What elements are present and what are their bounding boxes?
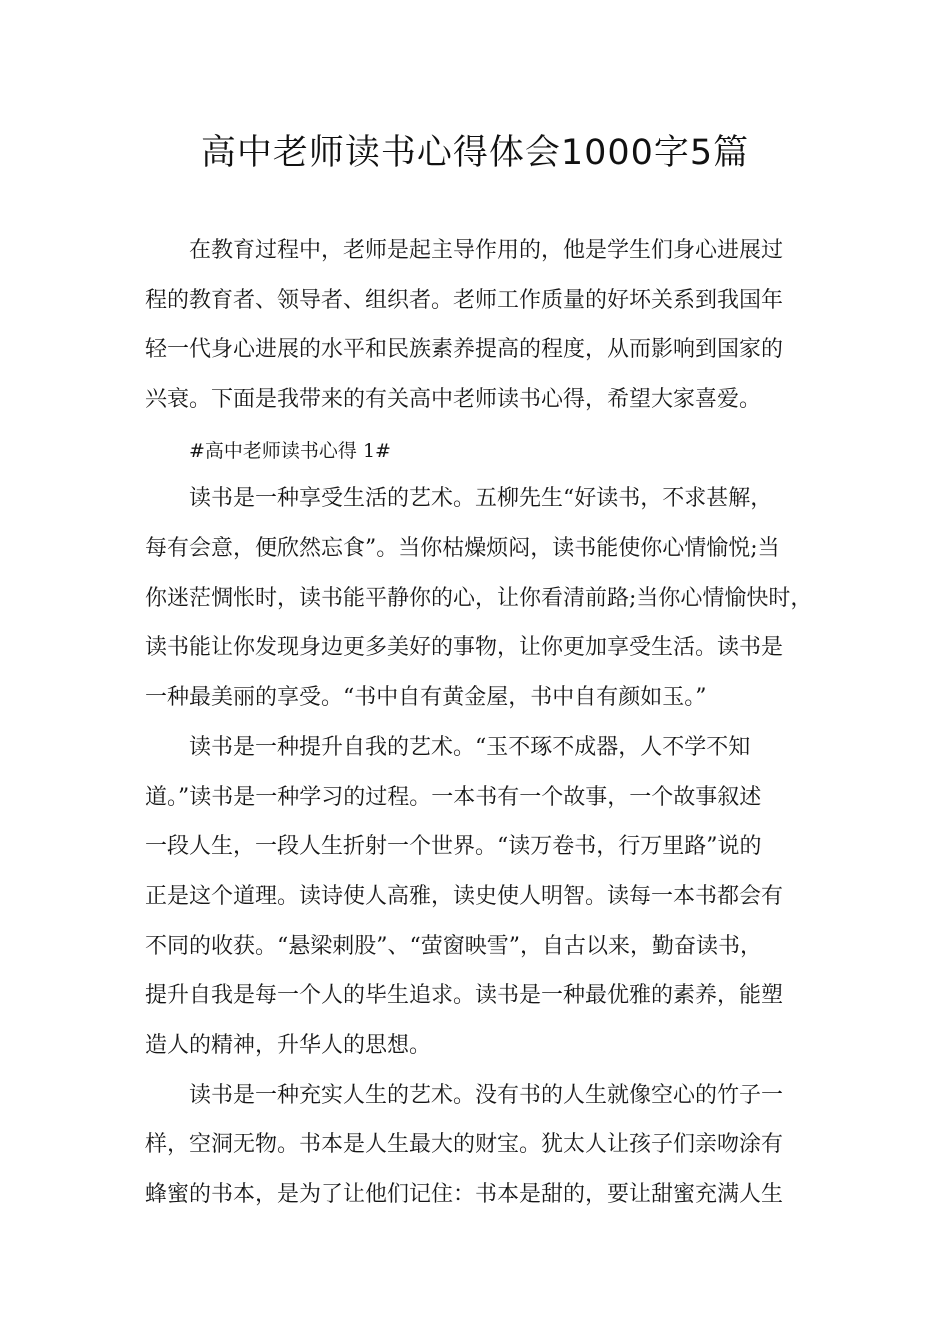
text-line: 读书是一种充实人生的艺术。没有书的人生就像空心的竹子一 — [189, 1083, 784, 1108]
text-line: 样，空洞无物。书本是人生最大的财宝。犹太人让孩子们亲吻涂有 — [145, 1132, 784, 1157]
text-line: 兴衰。下面是我带来的有关高中老师读书心得，希望大家喜爱。 — [145, 387, 762, 412]
text-line: 读书能让你发现身边更多美好的事物，让你更加享受生活。读书是 — [145, 635, 784, 660]
text-line: 不同的收获。“悬梁刺股”、“萤窗映雪”，自古以来，勤奋读书， — [145, 934, 762, 959]
text-line: 读书是一种提升自我的艺术。“玉不琢不成器，人不学不知 — [189, 735, 751, 760]
text-line: 正是这个道理。读诗使人高雅，读史使人明智。读每一本书都会有 — [145, 884, 784, 909]
text-line: 在教育过程中，老师是起主导作用的，他是学生们身心进展过 — [189, 238, 784, 263]
text-line: 你迷茫惆怅时，读书能平静你的心，让你看清前路;当你心情愉快时， — [145, 586, 813, 611]
text-line: 读书是一种享受生活的艺术。五柳先生“好读书，不求甚解， — [189, 486, 773, 511]
text-line: 一段人生，一段人生折射一个世界。“读万卷书，行万里路”说的 — [145, 834, 762, 859]
text-line: 造人的精神，升华人的思想。 — [145, 1033, 432, 1058]
text-line: 道。”读书是一种学习的过程。一本书有一个故事，一个故事叙述 — [145, 785, 762, 810]
text-line: 一种最美丽的享受。“书中自有黄金屋，书中自有颜如玉。” — [145, 685, 707, 710]
text-line: 每有会意，便欣然忘食”。当你枯燥烦闷，读书能使你心情愉悦;当 — [145, 536, 780, 561]
document-title: 高中老师读书心得体会1000字5篇 — [200, 133, 750, 173]
text-line: 轻一代身心进展的水平和民族素养提高的程度，从而影响到国家的 — [145, 337, 784, 362]
text-line: 程的教育者、领导者、组织者。老师工作质量的好坏关系到我国年 — [145, 288, 784, 313]
text-line: 蜂蜜的书本，是为了让他们记住：书本是甜的，要让甜蜜充满人生 — [145, 1182, 784, 1207]
section-heading: #高中老师读书心得 1# — [189, 440, 391, 462]
text-line: 提升自我是每一个人的毕生追求。读书是一种最优雅的素养，能塑 — [145, 983, 784, 1008]
